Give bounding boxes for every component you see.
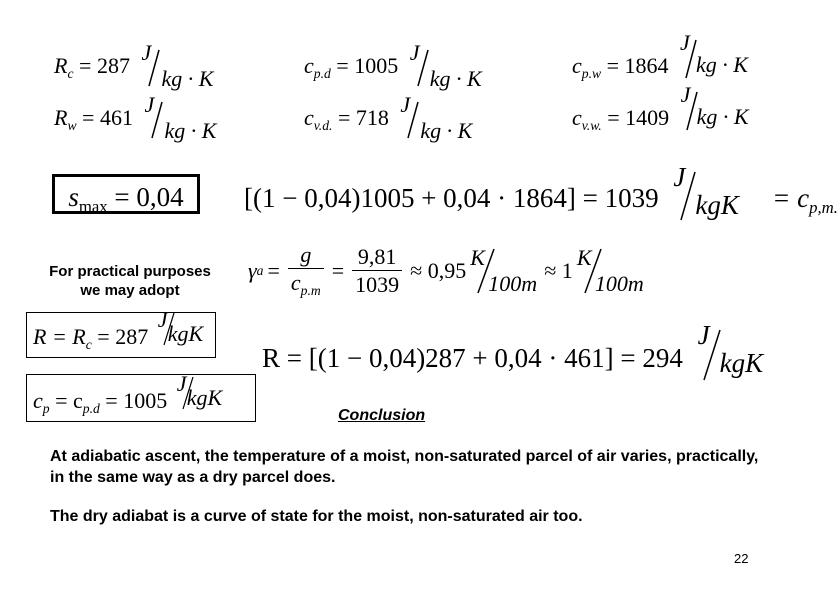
unit-j-per-kgk: J kgK bbox=[154, 321, 198, 357]
eq-cv-d: $c_{v.d.} = 718$ J kg · K bbox=[304, 98, 486, 142]
eq-cp-d: $c_{p.d} = 1005$ J kg · K bbox=[304, 46, 496, 90]
r-adopt-box: $R = R_c = 287$ J kgK bbox=[26, 312, 216, 358]
eq-cv-w: $c_{v.w.} = 1409$ J kg · K bbox=[572, 98, 763, 142]
unit-j-per-kg-k: J kg · K bbox=[674, 46, 762, 90]
conclusion-heading: Conclusion bbox=[338, 407, 426, 424]
unit-j-per-kgk: J kgK bbox=[690, 336, 780, 386]
unit-j-per-kg-k: J kg · K bbox=[135, 46, 227, 90]
conclusion-paragraph-2: The dry adiabat is a curve of state for the moist, non-saturated air too. bbox=[50, 508, 583, 525]
fraction-981-over-1039: $\frac{9,81}{1039}$ bbox=[352, 246, 402, 296]
fraction-g-over-cpm: $\frac{g}{c_{p.m}}$ bbox=[288, 244, 324, 297]
eq-cp-w: $c_{p.w} = 1864$ J kg · K bbox=[572, 46, 762, 90]
unit-j-per-kg-k: J kg · K bbox=[404, 46, 496, 90]
unit-j-per-kg-k: J kg · K bbox=[675, 98, 763, 142]
unit-j-per-kgk: J kgK bbox=[665, 176, 765, 226]
eq-cp-m: [(1 − 0,04)1005 + 0,04 · 1864] = 1039 J kgK = $c_{p,m.}$ bbox=[244, 176, 838, 226]
conclusion-paragraph-1: At adiabatic ascent, the temperature of a moist, non-saturated parcel of air varies, practically, in the same way as a dry parcel does. bbox=[50, 448, 759, 486]
unit-k-per-100m: K 100m bbox=[466, 247, 542, 295]
eq-r-c: $R_c = 287$ J kg · K bbox=[54, 46, 227, 90]
unit-j-per-kg-k: J kg · K bbox=[138, 98, 230, 142]
unit-j-per-kg-k: J kg · K bbox=[394, 98, 486, 142]
page-number: 22 bbox=[734, 551, 749, 566]
eq-r-w: $R_w = 461$ J kg · K bbox=[54, 98, 230, 142]
unit-k-per-100m: K 100m bbox=[573, 247, 649, 295]
practical-note: For practical purposes we may adopt bbox=[49, 263, 211, 299]
unit-j-per-kgk: J kgK bbox=[173, 385, 217, 421]
eq-gamma-a: γ a = $\frac{g}{c_{p.m}}$ = $\frac{9,81}{1039}$ ≈ 0,95 K 100m ≈ 1 K 100m bbox=[248, 244, 649, 297]
eq-r-calc: R = [(1 − 0,04)287 + 0,04 · 461] = 294 J kgK bbox=[262, 336, 780, 386]
cp-adopt-box: $c_p = c_{p.d} = 1005$ J kgK bbox=[26, 374, 256, 422]
s-max-box: $s_{max} = 0,04$ bbox=[52, 174, 200, 214]
